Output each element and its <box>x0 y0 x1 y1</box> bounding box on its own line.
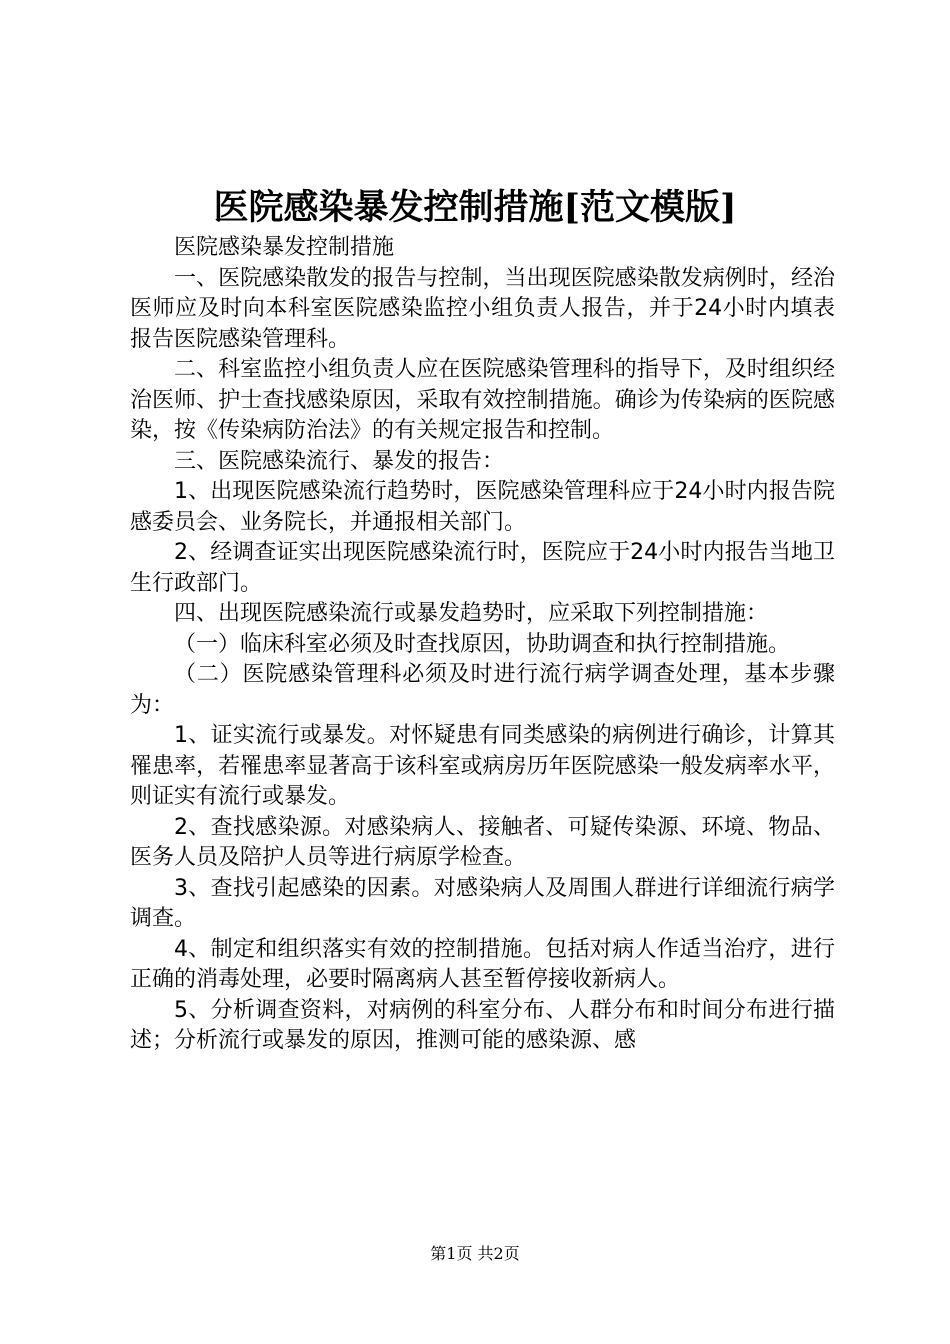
paragraph: 5、分析调查资料，对病例的科室分布、人群分布和时间分布进行描述；分析流行或暴发的原因，推测可能的感染源、感 <box>130 997 835 1053</box>
paragraph: 二、科室监控小组负责人应在医院感染管理科的指导下，及时组织经治医师、护士查找感染原因，采取有效控制措施。确诊为传染病的医院感染，按《传染病防治法》的有关规定报告和控制。 <box>130 357 835 443</box>
paragraph: 2、查找感染源。对感染病人、接触者、可疑传染源、环境、物品、医务人员及陪护人员等进行病原学检查。 <box>130 814 835 870</box>
page-footer: 第1页 共2页 <box>430 1244 520 1263</box>
paragraph: 1、证实流行或暴发。对怀疑患有同类感染的病例进行确诊，计算其罹患率，若罹患率显著高于该科室或病房历年医院感染一般发病率水平，则证实有流行或暴发。 <box>130 723 835 809</box>
paragraph: 1、出现医院感染流行趋势时，医院感染管理科应于24小时内报告院感委员会、业务院长，并通报相关部门。 <box>130 479 835 535</box>
paragraph: 一、医院感染散发的报告与控制，当出现医院感染散发病例时，经治医师应及时向本科室医院感染监控小组负责人报告，并于24小时内填表报告医院感染管理科。 <box>130 265 835 352</box>
paragraph: （一）临床科室必须及时查找原因，协助调查和执行控制措施。 <box>174 631 791 657</box>
paragraph: 4、制定和组织落实有效的控制措施。包括对病人作适当治疗，进行正确的消毒处理，必要时隔离病人甚至暂停接收新病人。 <box>130 936 835 992</box>
document-title: 医院感染暴发控制措施[范文模版] <box>213 187 737 228</box>
paragraph: （二）医院感染管理科必须及时进行流行病学调查处理，基本步骤为： <box>130 662 835 718</box>
paragraph: 三、医院感染流行、暴发的报告： <box>174 448 505 474</box>
paragraph: 四、出现医院感染流行或暴发趋势时，应采取下列控制措施： <box>174 601 769 626</box>
paragraph: 3、查找引起感染的因素。对感染病人及周围人群进行详细流行病学调查。 <box>130 875 835 931</box>
paragraph: 2、经调查证实出现医院感染流行时，医院应于24小时内报告当地卫生行政部门。 <box>130 540 835 596</box>
paragraph: 医院感染暴发控制措施 <box>174 235 395 260</box>
document-body <box>130 233 835 1057</box>
